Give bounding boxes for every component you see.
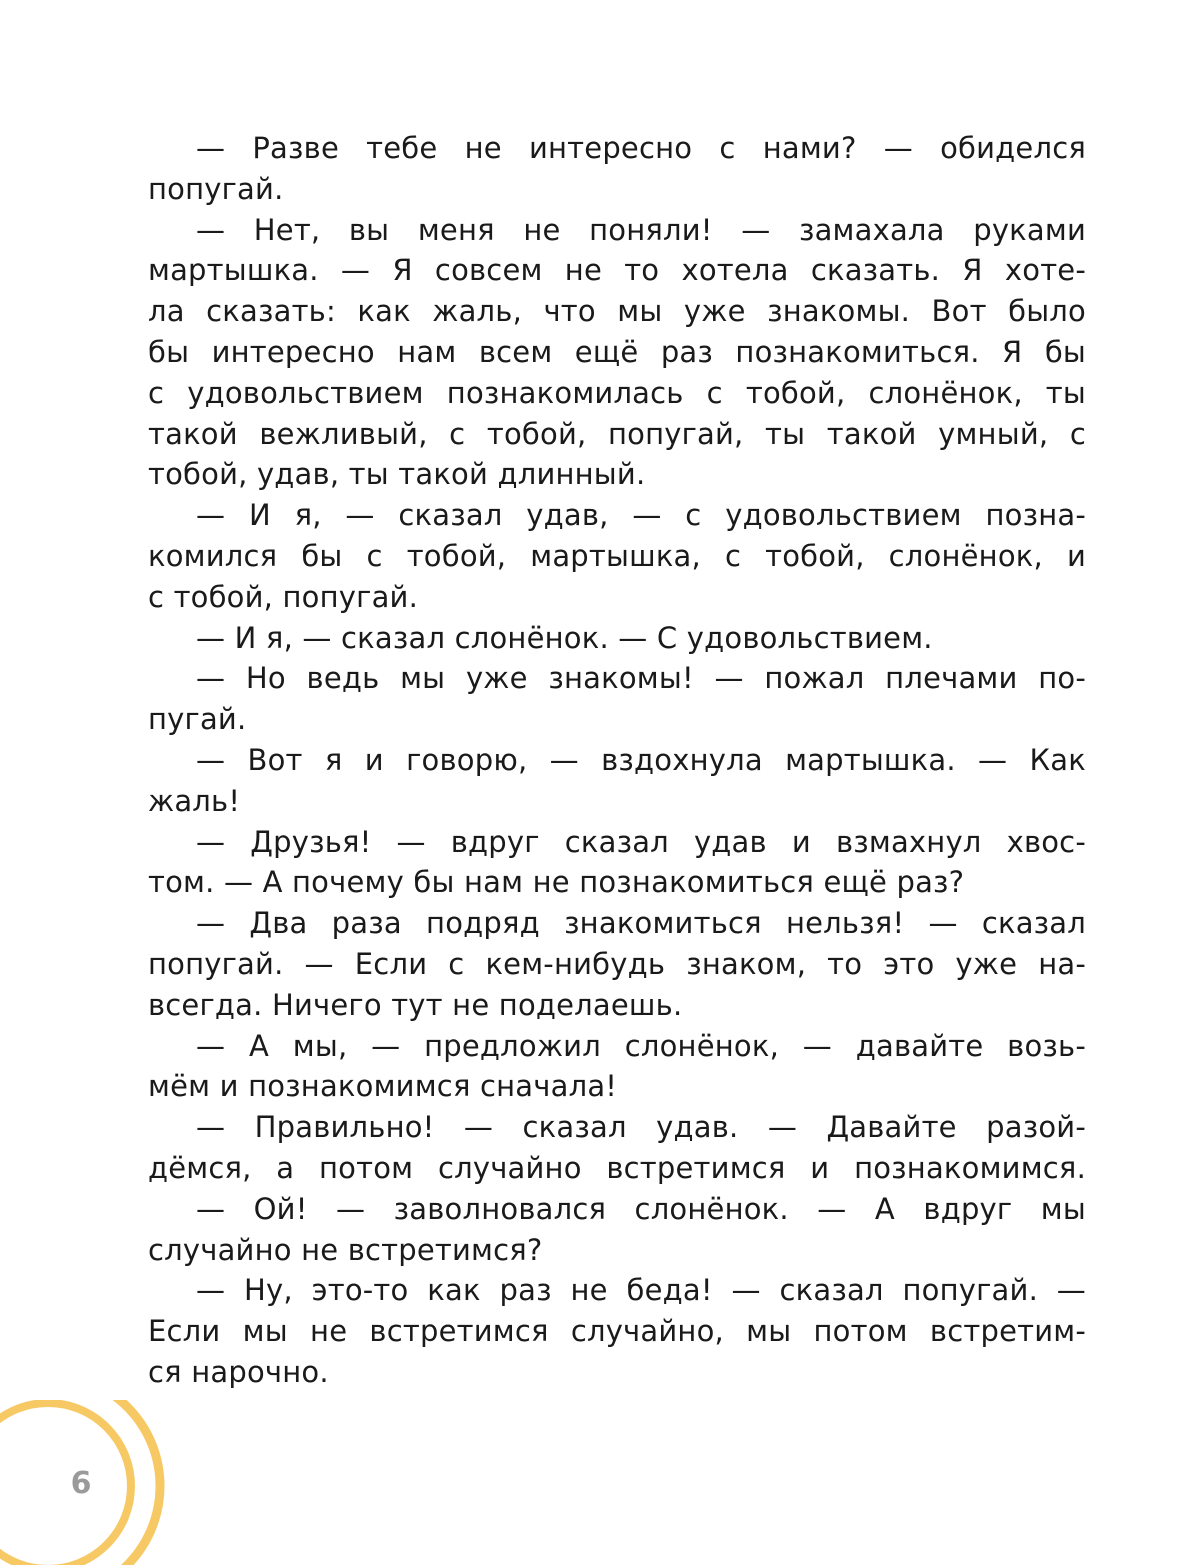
text-line: всегда. Ничего тут не поделаешь. [148, 987, 683, 1022]
text-line: ся нарочно. [148, 1354, 329, 1389]
text-line: бы интересно нам всем ещё раз познакомиться. Я бы [148, 334, 1086, 369]
text-line: такой вежливый, с тобой, попугай, ты такой умный, с [148, 416, 1086, 451]
text-line: пугай. [148, 702, 247, 737]
text-line: — Разве тебе не интересно с нами? — обиделся [196, 131, 1086, 165]
text-line: тобой, удав, ты такой длинный. [148, 457, 646, 492]
text-line: комился бы с тобой, мартышка, с тобой, слонёнок, и [148, 538, 1086, 573]
text-line: случайно не встретимся? [148, 1232, 543, 1267]
text-line: — И я, — сказал удав, — с удовольствием позна- [196, 498, 1086, 533]
text-line: — Правильно! — сказал удав. — Давайте разой- [196, 1110, 1086, 1145]
text-line: ла сказать: как жаль, что мы уже знакомы. Вот было [148, 294, 1086, 329]
text-line: — Нет, вы меня не поняли! — замахала руками [196, 212, 1086, 247]
text-line: — Два раза подряд знакомиться нельзя! — сказал [196, 906, 1086, 941]
text-line: — Друзья! — вдруг сказал удав и взмахнул хвос- [196, 824, 1086, 859]
text-line: жаль! [148, 783, 241, 818]
story-text [148, 128, 1086, 1393]
text-line: дёмся, а потом случайно встретимся и познакомимся. [148, 1150, 1086, 1185]
text-line: — Но ведь мы уже знакомы! — пожал плечами по- [196, 661, 1086, 696]
text-line: — Ну, это-то как раз не беда! — сказал попугай. — [196, 1273, 1086, 1308]
text-line: с тобой, попугай. [148, 579, 419, 614]
text-line: — А мы, — предложил слонёнок, — давайте возь- [196, 1028, 1086, 1063]
text-line: попугай. — Если с кем-нибудь знаком, то это уже на- [148, 946, 1086, 981]
text-line: попугай. [148, 171, 284, 206]
text-line: мём и познакомимся сначала! [148, 1069, 618, 1104]
text-line: — И я, — сказал слонёнок. — С удовольствием. [196, 620, 933, 655]
text-line: — Ой! — заволновался слонёнок. — А вдруг мы [196, 1191, 1086, 1226]
text-line: мартышка. — Я совсем не то хотела сказать. Я хоте- [148, 253, 1086, 288]
page-number: 6 [70, 1466, 92, 1501]
text-line: том. — А почему бы нам не познакомиться ещё раз? [148, 865, 965, 900]
text-line: — Вот я и говорю, — вздохнула мартышка. — Как [196, 742, 1086, 777]
text-line: с удовольствием познакомилась с тобой, слонёнок, ты [148, 375, 1086, 410]
text-line: Если мы не встретимся случайно, мы потом встретим- [148, 1314, 1086, 1349]
